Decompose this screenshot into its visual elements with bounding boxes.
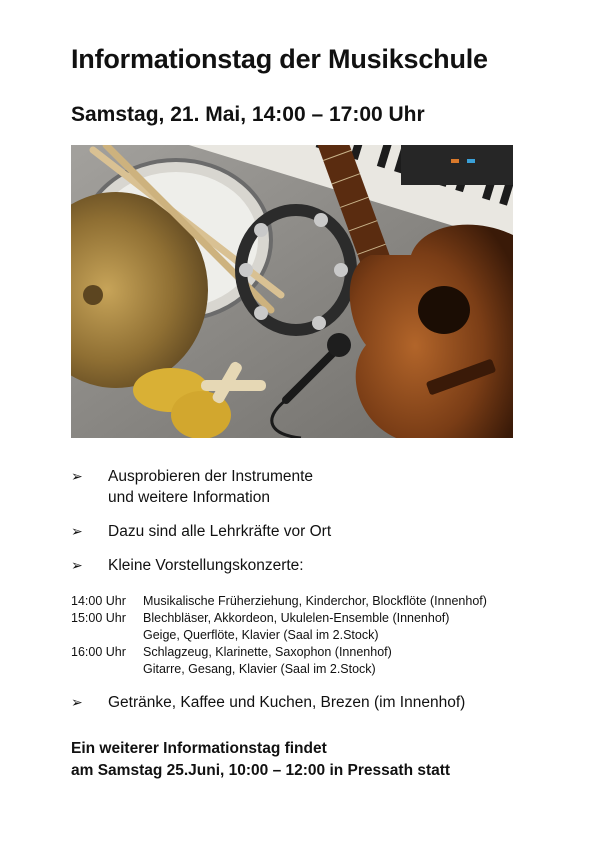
schedule-entry: Musikalische Früherziehung, Kinderchor, Blockflöte (Innenhof) [143, 594, 487, 608]
event-date: Samstag, 21. Mai, 14:00 – 17:00 Uhr [71, 103, 425, 126]
schedule-entry: Schlagzeug, Klarinette, Saxophon (Innenhof) [143, 645, 392, 659]
bullet-teachers [71, 521, 551, 542]
schedule-row [71, 644, 487, 678]
page-title: Informationstag der Musikschule [71, 44, 488, 74]
arrow-bullet-icon: ➢ [71, 468, 83, 484]
bullet-text: Dazu sind alle Lehrkräfte vor Ort [108, 523, 332, 540]
info-bullet-list [71, 466, 551, 589]
schedule-time: 15:00 Uhr [71, 611, 126, 625]
next-event-notice [71, 738, 450, 782]
schedule-row [71, 593, 487, 610]
schedule-entry: Geige, Querflöte, Klavier (Saal im 2.Stock) [143, 628, 379, 642]
schedule-row [71, 610, 487, 644]
schedule-time: 14:00 Uhr [71, 594, 126, 608]
schedule-time: 16:00 Uhr [71, 645, 126, 659]
concert-schedule [71, 593, 487, 678]
next-event-line: am Samstag 25.Juni, 10:00 – 12:00 in Pressath statt [71, 762, 451, 779]
arrow-bullet-icon: ➢ [71, 557, 83, 573]
instruments-photo [71, 145, 513, 438]
bullet-text: Ausprobieren der Instrumente [108, 468, 314, 485]
bullet-text-continued: und weitere Information [108, 489, 270, 506]
bullet-concerts [71, 555, 551, 576]
schedule-entry: Gitarre, Gesang, Klavier (Saal im 2.Stock) [143, 662, 376, 676]
bullet-refreshments [71, 692, 551, 713]
bullet-text: Getränke, Kaffee und Kuchen, Brezen (im Innenhof) [108, 694, 466, 711]
schedule-entry: Blechbläser, Akkordeon, Ukulelen-Ensemble (Innenhof) [143, 611, 450, 625]
arrow-bullet-icon: ➢ [71, 694, 83, 710]
bullet-try-instruments [71, 466, 551, 508]
arrow-bullet-icon: ➢ [71, 523, 83, 539]
bullet-refreshments-wrap [71, 692, 551, 726]
next-event-line: Ein weiterer Informationstag findet [71, 740, 327, 757]
bullet-text: Kleine Vorstellungskonzerte: [108, 557, 304, 574]
